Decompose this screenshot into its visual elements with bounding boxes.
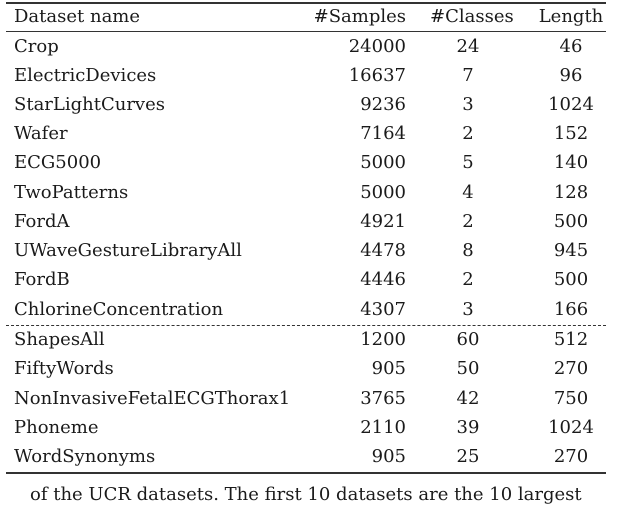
header-classes: #Classes xyxy=(430,6,514,27)
cell-length: 166 xyxy=(553,299,589,320)
table-row xyxy=(0,356,640,382)
table-row xyxy=(0,415,640,441)
cell-classes: 3 xyxy=(462,94,474,115)
cell-samples: 5000 xyxy=(360,152,406,173)
cell-dataset-name: ElectricDevices xyxy=(14,65,157,86)
cell-samples: 24000 xyxy=(348,36,406,57)
cell-samples: 4307 xyxy=(360,299,406,320)
table-row xyxy=(0,121,640,147)
cell-dataset-name: StarLightCurves xyxy=(14,94,165,115)
cell-length: 500 xyxy=(553,269,589,290)
table-row xyxy=(0,238,640,264)
cell-samples: 1200 xyxy=(360,329,406,350)
cell-length: 128 xyxy=(553,182,589,203)
table-row xyxy=(0,150,640,176)
cell-length: 1024 xyxy=(548,94,594,115)
cell-length: 1024 xyxy=(548,417,594,438)
dashed-separator xyxy=(6,325,606,326)
cell-length: 96 xyxy=(559,65,583,86)
header-samples: #Samples xyxy=(313,6,406,27)
table-row xyxy=(0,92,640,118)
header-rule xyxy=(6,31,606,32)
table-row xyxy=(0,63,640,89)
cell-samples: 3765 xyxy=(360,388,406,409)
cell-classes: 7 xyxy=(462,65,474,86)
cell-samples: 9236 xyxy=(360,94,406,115)
table-row xyxy=(0,34,640,60)
cell-dataset-name: TwoPatterns xyxy=(14,182,129,203)
table-row xyxy=(0,180,640,206)
table-row xyxy=(0,297,640,323)
cell-classes: 39 xyxy=(456,417,480,438)
table-row xyxy=(0,386,640,412)
cell-classes: 60 xyxy=(456,329,480,350)
cell-samples: 4478 xyxy=(360,240,406,261)
header-dataset-name: Dataset name xyxy=(14,6,141,27)
cell-samples: 7164 xyxy=(360,123,406,144)
header-length: Length xyxy=(538,6,604,27)
cell-classes: 3 xyxy=(462,299,474,320)
cell-dataset-name: ChlorineConcentration xyxy=(14,299,224,320)
cell-dataset-name: WordSynonyms xyxy=(14,446,156,467)
table-row xyxy=(0,327,640,353)
cell-dataset-name: Crop xyxy=(14,36,59,57)
cell-samples: 5000 xyxy=(360,182,406,203)
cell-length: 152 xyxy=(553,123,589,144)
cell-length: 270 xyxy=(553,358,589,379)
cell-length: 46 xyxy=(559,36,583,57)
cell-dataset-name: FordA xyxy=(14,211,70,232)
cell-dataset-name: UWaveGestureLibraryAll xyxy=(14,240,242,261)
cell-classes: 50 xyxy=(456,358,480,379)
cell-dataset-name: Wafer xyxy=(14,123,68,144)
cell-length: 750 xyxy=(553,388,589,409)
cell-classes: 8 xyxy=(462,240,474,261)
cell-samples: 4446 xyxy=(360,269,406,290)
cell-samples: 905 xyxy=(371,358,406,379)
bottom-rule xyxy=(6,472,606,474)
cell-classes: 24 xyxy=(456,36,480,57)
cell-classes: 25 xyxy=(456,446,480,467)
cell-samples: 4921 xyxy=(360,211,406,232)
cell-dataset-name: FordB xyxy=(14,269,70,290)
cell-length: 270 xyxy=(553,446,589,467)
cell-classes: 4 xyxy=(462,182,474,203)
table-row xyxy=(0,209,640,235)
cell-dataset-name: NonInvasiveFetalECGThorax1 xyxy=(14,388,291,409)
cell-length: 140 xyxy=(553,152,589,173)
cell-samples: 16637 xyxy=(348,65,406,86)
cell-classes: 2 xyxy=(462,211,474,232)
cell-dataset-name: ShapesAll xyxy=(14,329,105,350)
cell-dataset-name: FiftyWords xyxy=(14,358,114,379)
cell-length: 512 xyxy=(553,329,589,350)
cell-dataset-name: ECG5000 xyxy=(14,152,102,173)
caption-text: of the UCR datasets. The first 10 datasets are the 10 largest xyxy=(30,484,582,505)
cell-samples: 905 xyxy=(371,446,406,467)
table-row xyxy=(0,267,640,293)
table-row xyxy=(0,444,640,470)
cell-dataset-name: Phoneme xyxy=(14,417,99,438)
cell-classes: 2 xyxy=(462,269,474,290)
cell-classes: 5 xyxy=(462,152,474,173)
cell-length: 945 xyxy=(553,240,589,261)
cell-classes: 2 xyxy=(462,123,474,144)
cell-length: 500 xyxy=(553,211,589,232)
header-row xyxy=(0,4,640,30)
cell-samples: 2110 xyxy=(360,417,406,438)
cell-classes: 42 xyxy=(456,388,480,409)
